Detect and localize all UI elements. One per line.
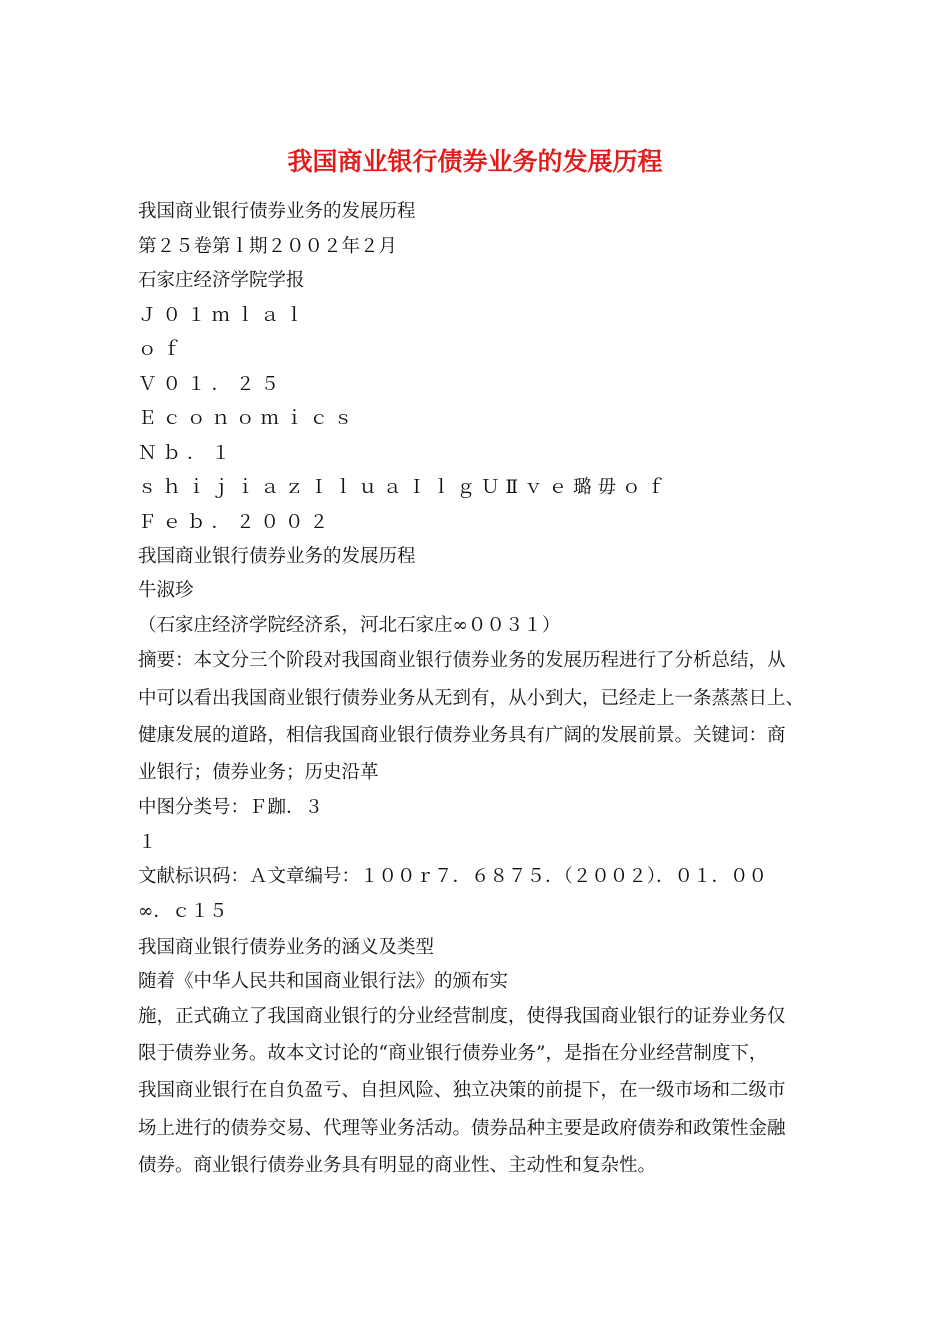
text-line: Ｖ０１．２５ xyxy=(138,374,286,395)
text-line: ∞．ｃ１５ xyxy=(138,901,228,922)
text-line: 施，正式确立了我国商业银行的分业经营制度，使得我国商业银行的证券业务仅 xyxy=(138,1006,786,1027)
text-line: 第２５卷第ｌ期２００２年２月 xyxy=(138,236,398,257)
text-line: 我国商业银行债券业务的涵义及类型 xyxy=(138,937,435,958)
text-line: 限于债券业务。故本文讨论的“商业银行债券业务”，是指在分业经营制度下， xyxy=(138,1043,768,1064)
text-line: 债券。商业银行债券业务具有明显的商业性、主动性和复杂性。 xyxy=(138,1155,657,1176)
text-line: 中可以看出我国商业银行债券业务从无到有，从小到大，已经走上一条蒸蒸日上、 xyxy=(138,688,805,709)
text-line: Ｊ０１ｍｌａｌ xyxy=(138,305,310,326)
text-line: 我国商业银行债券业务的发展历程 xyxy=(138,546,416,567)
text-line: Ｅｃｏｎｏｍｉｃｓ xyxy=(138,408,359,429)
text-line: 文献标识码：Ａ文章编号：１００ｒ７．６８７５．（２００２）．０１．００ xyxy=(138,866,768,887)
text-line: 摘要：本文分三个阶段对我国商业银行债券业务的发展历程进行了分析总结，从 xyxy=(138,650,786,671)
text-line: 中图分类号：Ｆ跏．３ xyxy=(138,797,324,818)
text-line: 牛淑珍 xyxy=(138,580,194,601)
text-line: 我国商业银行债券业务的发展历程 xyxy=(138,201,416,222)
text-line: 随着《中华人民共和国商业银行法》的颁布实 xyxy=(138,971,509,992)
text-line: １ xyxy=(138,832,157,853)
text-line: 我国商业银行在自负盈亏、自担风险、独立决策的前提下，在一级市场和二级市 xyxy=(138,1080,786,1101)
text-line: ｏｆ xyxy=(138,339,188,360)
text-line: 场上进行的债券交易、代理等业务活动。债券品种主要是政府债券和政策性金融 xyxy=(138,1118,786,1139)
text-line: 健康发展的道路，相信我国商业银行债券业务具有广阔的发展前景。关键词：商 xyxy=(138,725,786,746)
text-line: 业银行；债券业务；历史沿革 xyxy=(138,762,379,783)
text-line: Ｎｂ．１ xyxy=(138,443,237,464)
document-title: 我国商业银行债券业务的发展历程 xyxy=(287,147,663,176)
text-line: 石家庄经济学院学报 xyxy=(138,270,305,291)
text-line: （石家庄经济学院经济系，河北石家庄∞００３１） xyxy=(138,615,561,636)
text-line: Ｆｅｂ．２００２ xyxy=(138,512,335,533)
text-line: ｓｈｉｊｉａｚＩｌｕａＩｌｇＵⅡｖｅ璐毋ｏｆ xyxy=(138,477,672,498)
